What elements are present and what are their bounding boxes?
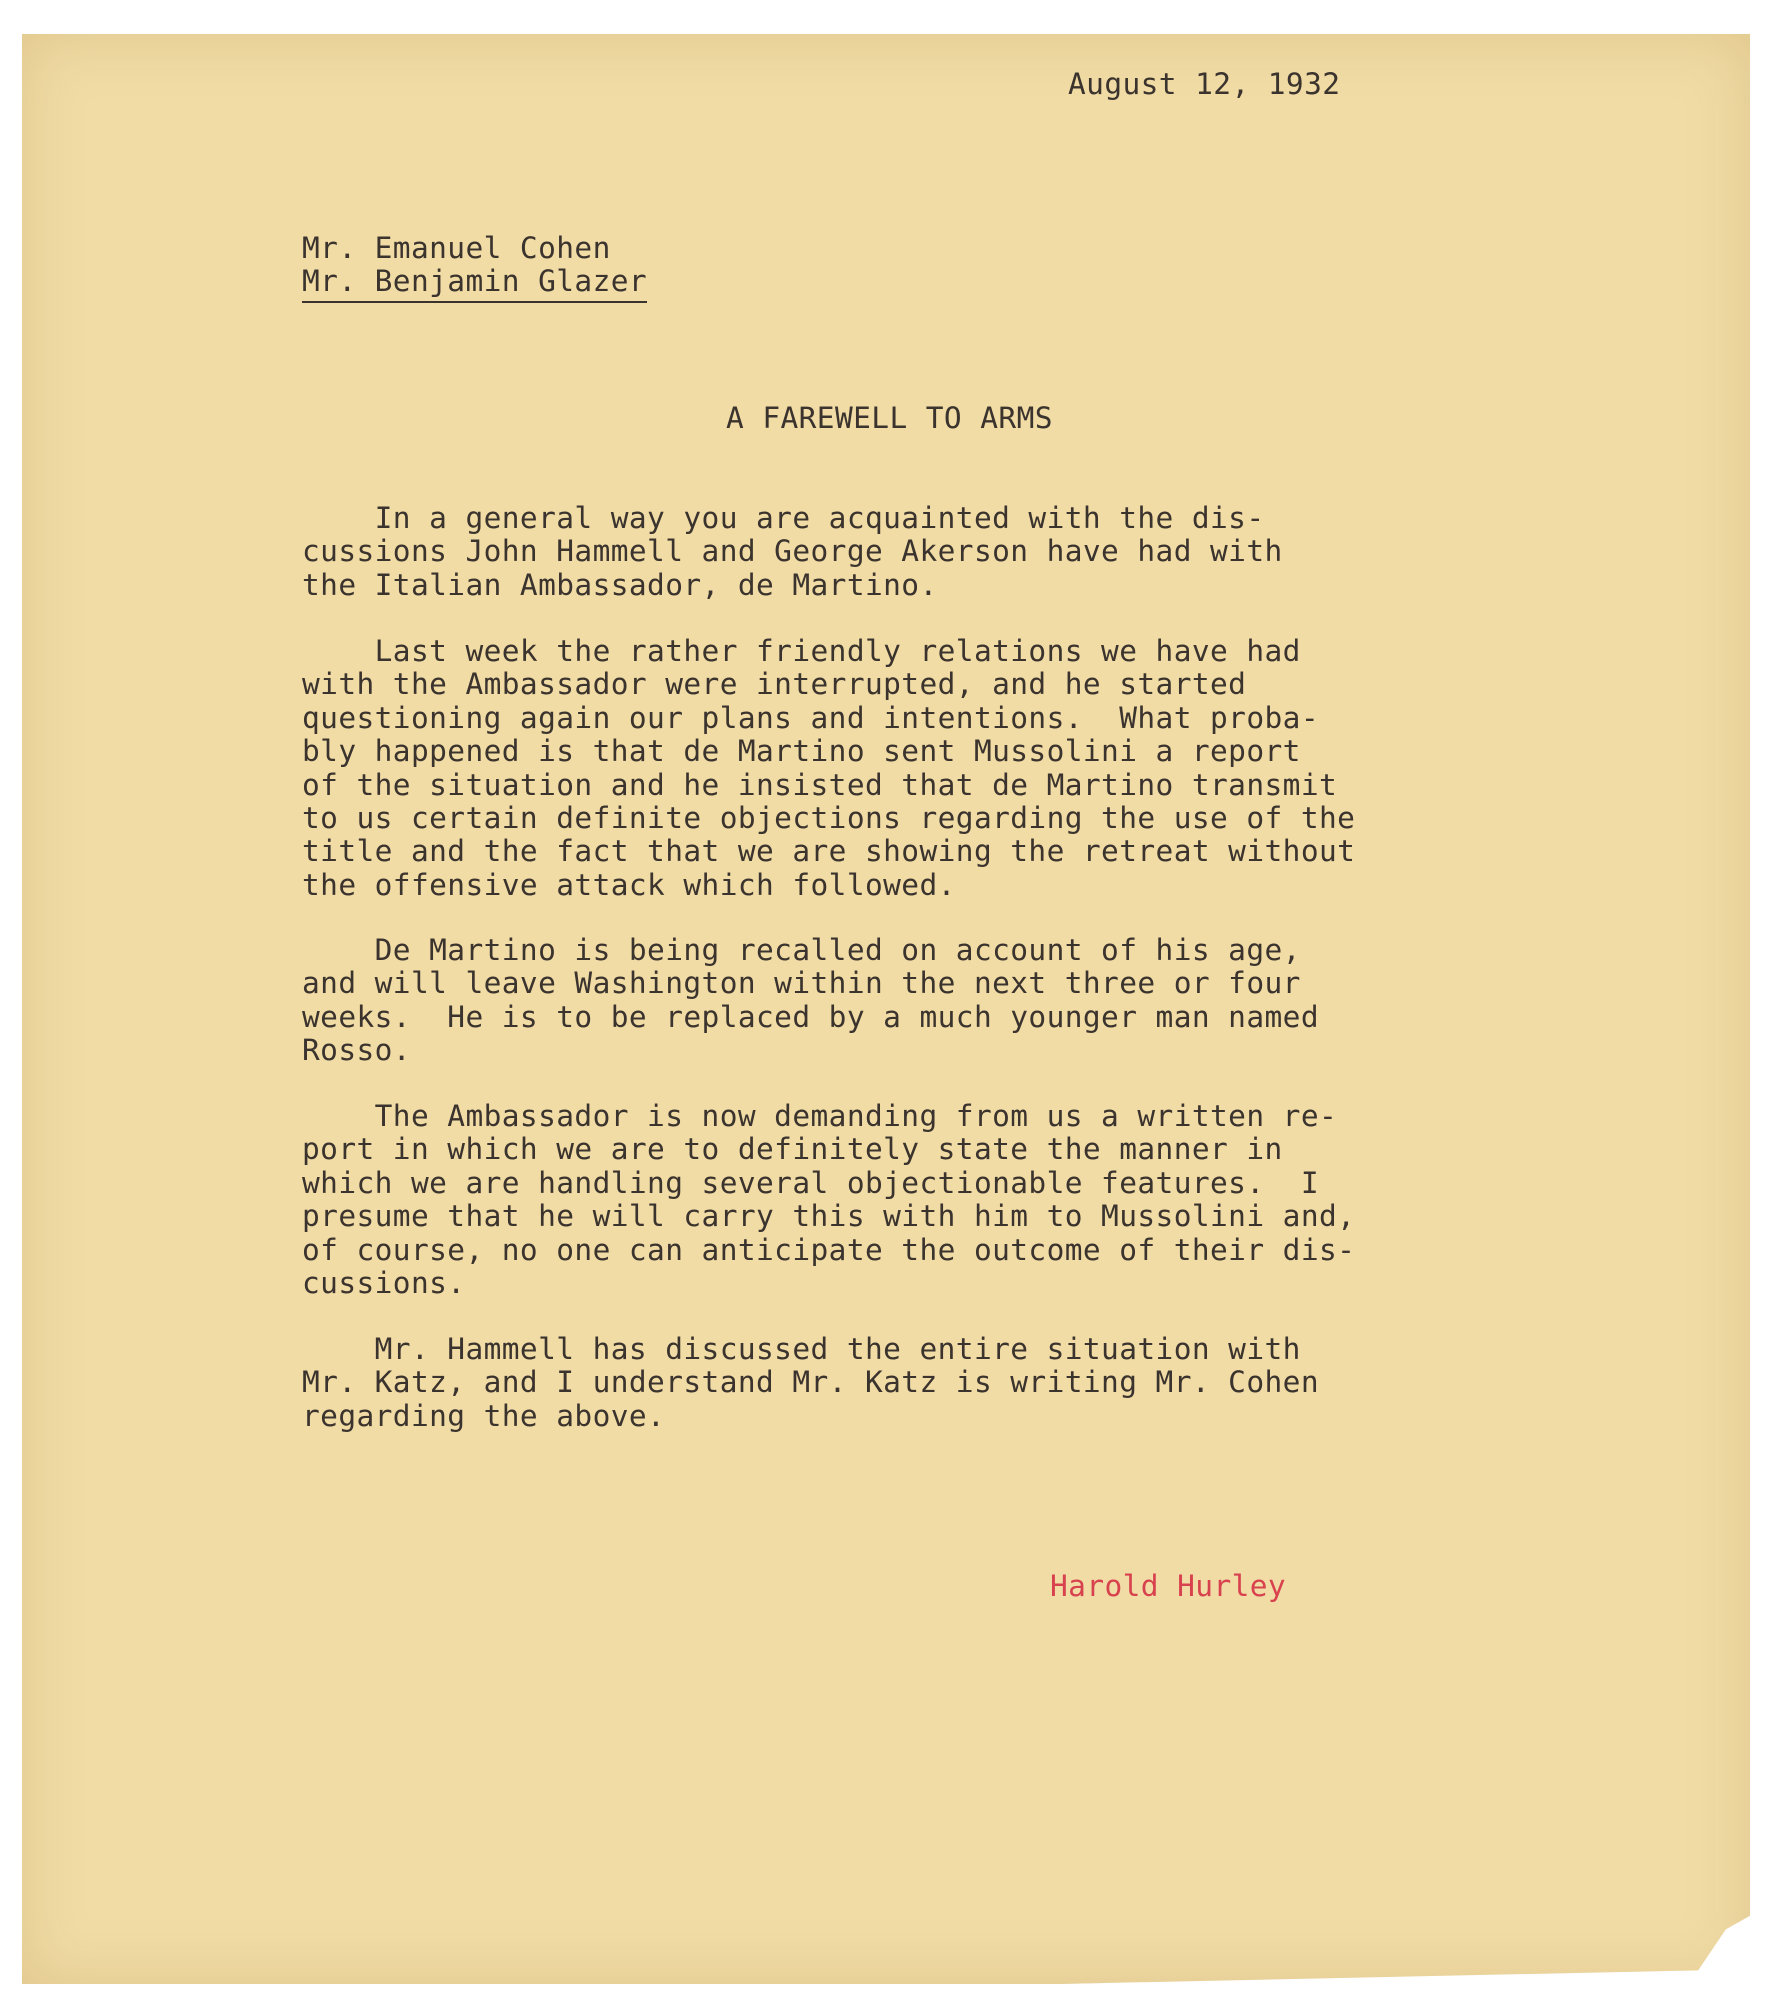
body-paragraph: Last week the rather friendly relations we have had with the Ambassador were interrupted, and he started questioning again our plans and intentions. What proba- bly happened is that de Martino sent Mussolini a report of the situation and he insisted that de Martino transmit to us certain definite objections regarding the use of the title and the fact that we are showing the retreat without the offensive attack which followed. <box>302 634 1356 902</box>
body-paragraph: De Martino is being recalled on account of his age, and will leave Washington within the next three or four weeks. He is to be replaced by a much younger man named Rosso. <box>302 933 1319 1068</box>
addressee-block <box>302 232 647 303</box>
body-paragraph: In a general way you are acquainted with the dis- cussions John Hammell and George Akerson have had with the Italian Ambassador, de Martino. <box>302 501 1283 602</box>
body-paragraph: Mr. Hammell has discussed the entire situation with Mr. Katz, and I understand Mr. Katz is writing Mr. Cohen regarding the above. <box>302 1332 1319 1433</box>
signature: Harold Hurley <box>1050 1569 1287 1603</box>
body-paragraph: The Ambassador is now demanding from us a written re- port in which we are to definitely state the manner in which we are handling several objectionable features. I presume that he will carry this with him to Mussolini and, of course, no one can anticipate the outcome of their dis- cussions. <box>302 1099 1356 1301</box>
letter-title: A FAREWELL TO ARMS <box>726 401 1053 435</box>
addressee-line: Mr. Emanuel Cohen <box>302 231 611 265</box>
addressee-line: Mr. Benjamin Glazer <box>302 265 647 302</box>
letter-date: August 12, 1932 <box>1068 67 1341 101</box>
